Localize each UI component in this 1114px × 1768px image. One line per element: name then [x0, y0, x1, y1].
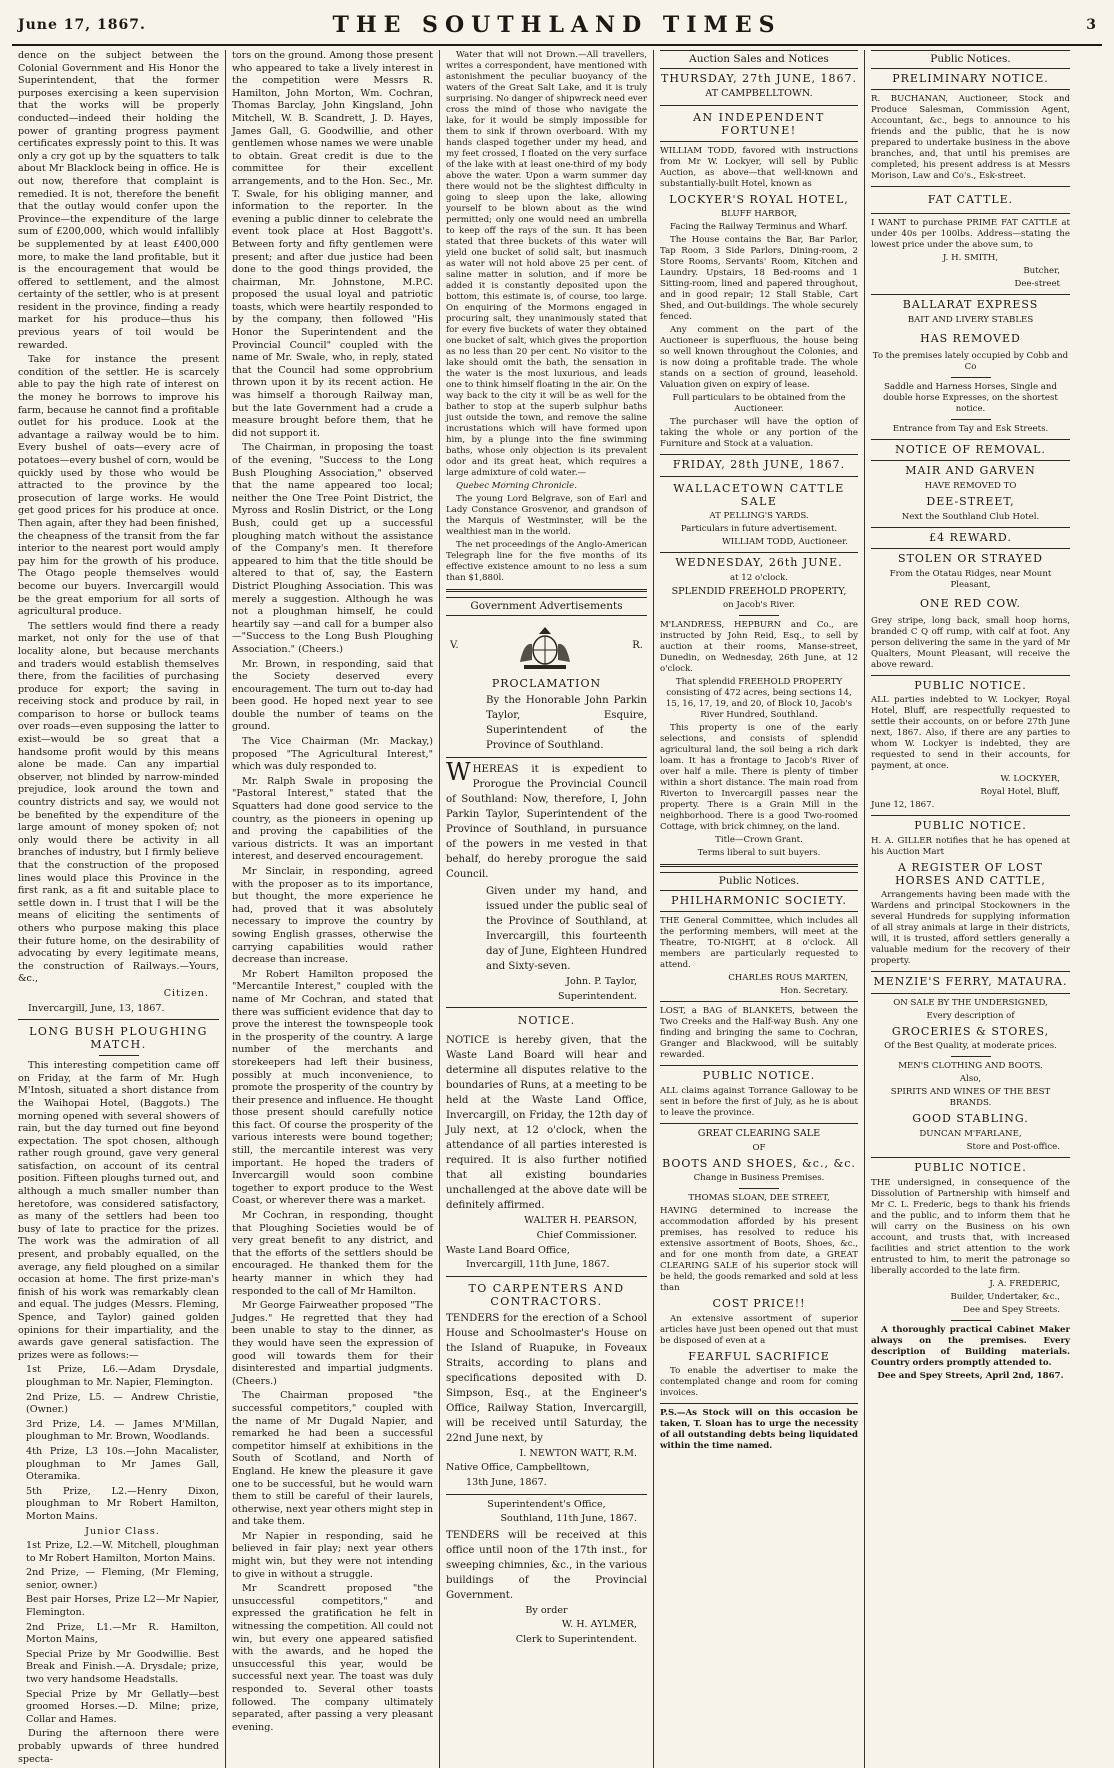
- clearing-change: Change in Business Premises.: [693, 1173, 825, 1184]
- freehold-title: Title—Crown Grant.: [715, 835, 803, 846]
- divider: [660, 552, 858, 553]
- article-paragraph: The Vice Chairman (Mr. Mackay,) proposed "The Agricultural Interest," which was duly responded to.: [232, 736, 433, 773]
- prize-item: 3rd Prize, L4. — James M'Millan, ploughman to Mr. Brown, Woodlands.: [26, 1418, 219, 1443]
- menzie-quality: Of the Best Quality, at moderate prices.: [884, 1041, 1057, 1052]
- column-4: [654, 50, 865, 1768]
- sloan-heading: THOMAS SLOAN, DEE STREET,: [688, 1193, 830, 1204]
- menzie-groceries: GROCERIES & STORES,: [891, 1024, 1050, 1038]
- auction-time: at 12 o'clock.: [730, 572, 788, 583]
- divider: [446, 1007, 647, 1008]
- stolen-from: From the Otatau Ridges, near Mount Pleasant,: [889, 568, 1052, 590]
- divider: [871, 1157, 1070, 1158]
- divider: [446, 1276, 647, 1277]
- article-paragraph: Mr Napier in responding, said he believed in fair play; next year others might win, but they were not intending to give in without a struggle.: [232, 1530, 433, 1580]
- carpenters-office: Native Office, Campbelltown,: [446, 1462, 590, 1474]
- junior-class-heading: Junior Class.: [85, 1525, 160, 1537]
- removal-have: HAVE REMOVED TO: [924, 480, 1017, 491]
- notice-body: NOTICE is hereby given, that the Waste Land Board will hear and determine all disputes relative to the boundaries of Runs, at a meeting to be held at the Waste Land Office, Invercargill, on Friday, the 12th day of July next, at 12 o'clock, when the attendance of all parties interested is required. It is also further notified that all existing boundaries unchallenged at the above date will be definitely affirmed.: [446, 1035, 647, 1212]
- stolen-heading: STOLEN OR STRAYED: [898, 552, 1043, 566]
- divider: [660, 864, 858, 867]
- giller-register: A REGISTER OF LOST HORSES AND CATTLE,: [895, 860, 1046, 887]
- auction-date: THURSDAY, 27th JUNE, 1867.: [661, 71, 857, 85]
- cattle-signature: WILLIAM TODD, Auctioneer.: [721, 536, 848, 547]
- lockyer-signature: W. LOCKYER,: [1000, 774, 1060, 785]
- prize-item: Special Prize by Mr Goodwillie. Best Break and Finish.—A. Drysdale; prize, two very handsome Headstalls.: [26, 1648, 219, 1686]
- giller-more: Arrangements having been made with the Wardens and principal Stockowners in the several Hundreds for supplying information of all stray animals at large in their districts, will, it is trusted, afford settlers generally a valuable medium for the recovery of their property.: [871, 890, 1070, 967]
- ballarat-removed: HAS REMOVED: [920, 331, 1021, 345]
- prize-item: 1st Prize, L6.—Adam Drysdale, ploughman to Mr. Napier, Flemington.: [26, 1364, 219, 1388]
- divider: [660, 476, 858, 477]
- removal-next: Next the Southland Club Hotel.: [901, 511, 1040, 522]
- divider: [660, 454, 858, 455]
- sweeping-body: TENDERS will be received at this office until noon of the 17th inst., for sweeping chimnies, &c., in the various buildings of the Provincial Government.: [446, 1529, 647, 1601]
- menzie-spirits: SPIRITS AND WINES OF THE BEST BRANDS.: [890, 1087, 1051, 1109]
- hotel-place: BLUFF HARBOR,: [720, 209, 798, 220]
- philharmonic-heading: PHILHARMONIC SOCIETY.: [671, 893, 847, 907]
- divider: [871, 89, 1070, 90]
- frederic-date: Dee and Spey Streets, April 2nd, 1867.: [877, 1370, 1064, 1381]
- article-paragraph: Take for instance the present condition of the settler. He is scarcely able to pay the high rate of interest on the money he borrows to improve his farm, because he cannot find a profitable outlet for his produce. Look at the advantage a railway would be to him. Every bushel of oats—every acre of potatoes—every bushel of corn, would be quickly used by those who would be attracted to the province by the prosecution of large works. He would get good prices for his produce at once. Then again, after they had been finished, the cheapness of the transit from the far interior to the nearest port would amply pay him for the growth of his produce. The Otago people themselves would become our buyers. Invercargill would be the great emporium for all sorts of agricultural produce.: [18, 354, 220, 618]
- menzie-sale: ON SALE BY THE UNDERSIGNED,: [893, 997, 1048, 1008]
- proclamation-title: Superintendent.: [557, 990, 637, 1002]
- divider: [871, 548, 1070, 549]
- notice-title: Chief Commissioner.: [536, 1229, 637, 1241]
- stolen-body: Grey stripe, long back, small hoop horns, branded C Q off rump, with calf at foot. Any person delivering the same in the yard of Mr Qualters, Mount Pleasant, will receive the above reward.: [871, 615, 1070, 670]
- auction-date: WEDNESDAY, 26th JUNE.: [675, 555, 843, 569]
- carpenters-date: 13th June, 1867.: [466, 1476, 547, 1488]
- sloan-postscript: P.S.—As Stock will on this occasion be taken, T. Sloan has to urge the necessity of all outstanding debts being liquidated within the time named.: [660, 1408, 858, 1452]
- carpenters-heading: TO CARPENTERS AND CONTRACTORS.: [468, 1281, 625, 1308]
- hotel-comment: Any comment on the part of the Auctioneer is superfluous, the house being so well known throughout the Colonies, and is now doing a profitable trade. The whole stands on a section of ground, leasehold. Valuation given on expiry of lease.: [660, 325, 858, 391]
- removal-heading: NOTICE OF REMOVAL.: [895, 442, 1046, 456]
- removal-name: MAIR AND GARVEN: [905, 464, 1036, 478]
- column-1: [12, 50, 226, 1768]
- giller-body: H. A. GILLER notifies that he has opened at his Auction Mart: [871, 835, 1070, 857]
- divider: [446, 757, 647, 758]
- menzie-also: Also,: [959, 1074, 982, 1085]
- menzie-clothing: MEN'S CLOTHING AND BOOTS.: [898, 1061, 1043, 1072]
- cattle-place: AT PELLING'S YARDS.: [709, 510, 809, 521]
- column-2: [226, 50, 440, 1768]
- article-paragraph: Mr George Fairweather proposed "The Judges." He regretted that they had been unable to stay to the dinner, as they would have seen the expression of good will towards them for their disinterested and impartial judgments. (Cheers.): [232, 1300, 433, 1387]
- proclamation-by: By the Honorable John Parkin Taylor, Esquire, Superintendent of the Province of Southland.: [486, 695, 647, 752]
- article-paragraph: The Chairman proposed "the successful competitors," coupled with the name of Mr Dugald Napier, and remarked he had been a successful competitor himself at exhibitions in the South of Scotland, and North of England. He knew the pleasure it gave one to be successful, but he would warn them to still be careful of their laurels, otherwise, next year others might step in and take them.: [232, 1390, 434, 1528]
- notice-signature: WALTER H. PEARSON,: [524, 1215, 637, 1227]
- divider: [446, 1494, 647, 1495]
- divider: [871, 971, 1070, 972]
- ballarat-body: To the premises lately occupied by Cobb and Co: [872, 350, 1069, 372]
- article-paragraph: Water that will not Drown.—All travellers, writes a correspondent, have mentioned with astonishment the peculiar buoyancy of the waters of the Great Salt Lake, and it is truly surprising. No danger of shipwreck need ever cross the mind of those who navigate the lake, for it would be simply impossible for them to sink if thrown overboard. With my hands clasped together under my head, and my feet crossed, I floated on the very surface of the lake with at least one-third of my body above the water. Upon a warm summer day there would not be the slightest difficulty in going to sleep upon the lake, allowing yourself to be blown about as the wind permitted; only one would need an umbrella to keep off the rays of the sun. It has been stated that three buckets of this water will yield one bucket of solid salt, but inasmuch as water will not hold above 25 per cent. of saline matter in solution, and if more be added it is constantly deposited upon the bottom, this estimate is, of course, too large. On enquiring of the Mormons engaged in procuring salt, they unanimously stated that for every five buckets of water they obtained one bucket of salt, which gives the proportion as no less than 20 per cent. No visitor to the lake should omit the bath, the sensation in the water is the most luxurious, and leads one to think himself floating in the air. On the way back to the city it will be as well for the bather to stop at the superb sulphur baths just outside the town, and remove the saline incrustations which will have formed upon him, by a plunge into the fine swimming baths, whose only objection is its prevalent odor and its great heat, which requires a large admixture of cold water.—: [446, 50, 647, 478]
- lockyer-title: Royal Hotel, Bluff,: [980, 787, 1060, 798]
- article-paragraph: Mr. Brown, in responding, said that the Society deserved every encouragement. The turn out to-day had been good. He hoped next year to see double the number of teams on the ground.: [232, 658, 433, 733]
- freehold-body: M'LANDRESS, HEPBURN and Co., are instructed by John Reid, Esq., to sell by auction at their rooms, Manse-street, Dunedin, on Wednesday, 26th June, at 12 o'clock.: [660, 620, 858, 675]
- page-number: 3: [1086, 17, 1096, 33]
- menzie-signature: DUNCAN M'FARLANE,: [919, 1128, 1022, 1139]
- freehold-place: on Jacob's River.: [722, 600, 796, 611]
- proclamation-given: Given under my hand, and issued under the public seal of the Province of Southland, at Invercargill, this fourteenth day of June, Eighteen Hundred and Sixty-seven.: [486, 886, 647, 973]
- ballarat-heading: BALLARAT EXPRESS: [902, 298, 1039, 312]
- divider: [951, 1320, 991, 1321]
- giller-heading: PUBLIC NOTICE.: [914, 819, 1027, 833]
- hotel-name: LOCKYER'S ROYAL HOTEL,: [669, 192, 849, 206]
- royal-arms-icon: [510, 622, 580, 672]
- frederic-title: Builder, Undertaker, &c.,: [950, 1291, 1060, 1302]
- clearing-items: BOOTS AND SHOES, &c., &c.: [662, 1156, 856, 1170]
- prize-item: 2nd Prize, L1.—Mr R. Hamilton, Morton Mains,: [26, 1621, 219, 1646]
- ballarat-subheading: BAIT AND LIVERY STABLES: [907, 314, 1034, 325]
- fat-cattle-place: Dee-street: [1014, 279, 1060, 290]
- divider: [660, 105, 858, 106]
- divider: [871, 675, 1070, 676]
- fat-cattle-body: I WANT to purchase PRIME FAT CATTLE at under 40s per 100lbs. Address—stating the lowest price under the above sum, to: [871, 218, 1070, 251]
- proclamation-heading: PROCLAMATION: [491, 676, 602, 690]
- article-paragraph: The settlers would find there a ready market, not only for the use of that locality alone, but because merchants and traders would establish themselves there, from the facilities of purchasing produce for export; the saving in receiving stock and produce by rail, in comparison to horse or bullock teams over roads—even supposing the latter to exist—would be so great that a handsome profit would by this means alone be made. Can any impartial observer, not blinded by narrow-minded prejudice, look around the town and country districts and say, we would not be benefited by the expenditure of the large amount of money spoken of; not only would there be activity in all branches of industry, but I firmly believe that the construction of the proposed lines would place this Province in the first rank, as a fit and suitable place to settle down in. I trust that I will be the means of eliciting the sentiments of others who purpose making this place their future home, on the desirability of advocating by every legitimate means, the construction of Railways.—Yours, &c.,: [18, 620, 219, 985]
- divider: [871, 527, 1070, 528]
- divider: [951, 419, 991, 420]
- freehold-more: This property is one of the early selections, and consists of splendid agricultural land, the soil being a rich dark loam. It has a frontage to Jacob's River of over half a mile. There is plenty of timber within a short distance. The main road from Riverton to Invercargill passes near the property. There is a Grain Mill in the neighborhood. There is a good Two-roomed Cottage, with brick chimney, on the land.: [660, 723, 858, 833]
- divider: [660, 141, 858, 142]
- article-heading: LONG BUSH PLOUGHING MATCH.: [29, 1025, 208, 1052]
- prize-item: Special Prize by Mr Gellatly—best groomed Horses.—D. Milne; prize, Collar and Hames.: [26, 1688, 219, 1725]
- divider: [446, 589, 647, 592]
- hotel-description: The House contains the Bar, Bar Parlor, Tap Room, 3 Side Parlors, Dining-room, 2 Store Rooms, Servants' Room, Kitchen and Laundry. Upstairs, 18 Bed-rooms and 1 Sitting-room, lined and papered throughout, and in good repair; 12 Stall Stable, Cart Shed, and Out-buildings. The whole securely fenced.: [660, 235, 858, 323]
- superintendent-office: Superintendent's Office,: [487, 1498, 606, 1510]
- crest-letter-v: V.: [450, 640, 459, 652]
- article-paragraph: The young Lord Belgrave, son of Earl and Lady Constance Grosvenor, and grandson of the Marquis of Westminster, will be the wealthiest man in the world.: [446, 494, 647, 537]
- superintendent-date: Southland, 11th June, 1867.: [500, 1513, 637, 1525]
- cattle-particulars: Particulars in future advertisement.: [680, 523, 838, 534]
- notice-heading: NOTICE.: [517, 1014, 576, 1028]
- article-paragraph: tors on the ground. Among those present who appeared to take a lively interest in the competition were Messrs R. Hamilton, John Morton, Wm. Cochran, Thomas Barclay, John Kingsland, John Mitchell, W. B. Scandrett, J. D. Hayes, James Gall, G. Goodwillie, and other gentlemen whose names we were unable to obtain. Great credit is due to the committee for their excellent arrangements, and to the Hon. Sec., Mr. T. Swale, for his obliging manner, and information to the reporter. In the evening a public dinner to celebrate the event took place at Host Baggott's. Between forty and fifty gentlemen were present; and after due justice had been done to the good things provided, the chairman, Mr. Johnstone, M.P.C. proposed the usual loyal and patriotic toasts, which were heartily responded to by the company, then followed "His Honor the Superintendent and the Provincial Council" coupled with the name of Mr. Swale, who, in reply, stated that the Council had some opprobrium thrown upon it by its recent action. He was himself a thorough Railway man, but the late Government had a crude a measure brought before them, that he did not support it.: [232, 50, 433, 439]
- section-heading: Public Notices.: [871, 50, 1070, 69]
- fortune-heading: AN INDEPENDENT FORTUNE!: [693, 110, 825, 137]
- frederic-heading: PUBLIC NOTICE.: [914, 1160, 1027, 1174]
- hotel-particulars: Full particulars to be obtained from the Auctioneer.: [672, 393, 846, 415]
- public-notice-heading: PUBLIC NOTICE.: [702, 1069, 816, 1083]
- crest-letter-r: R.: [632, 640, 643, 652]
- article-paragraph: The Chairman, in proposing the toast of the evening, "Success to the Long Bush Ploughing Association," observed that the name appeared too local; neither the One Tree Point District, the Myross and Roslin District, or the Long Bush, could get up a successful ploughing match without the assistance of the Company's men. It therefore appeared to him that the title should be altered to that of, say, the Eastern District Ploughing Association. This was merely a suggestion. Although he was not a ploughman himself, he could heartily say —and call for a bumper also—"Success to the Long Bush Ploughing Association." (Cheers.): [232, 442, 433, 655]
- fat-cattle-signature: J. H. SMITH,: [942, 253, 999, 264]
- divider: [99, 1055, 139, 1056]
- freehold-terms: Terms liberal to suit buyers.: [697, 848, 821, 859]
- frederic-body: THE undersigned, in consequence of the Dissolution of Partnership with himself and Mr C. L. Frederic, begs to thank his friends and the public, and to inform them that he will carry on the Business on his own account, and trusts that, with increased facilities and strict attention to the work entrusted to him, to merit the patronage so liberally accorded to the late firm.: [871, 1177, 1070, 1276]
- hotel-facing: Facing the Railway Terminus and Wharf.: [670, 222, 848, 233]
- letter-dateline: Invercargill, June, 13, 1867.: [28, 1002, 165, 1014]
- section-heading: Public Notices.: [660, 872, 858, 891]
- fat-cattle-heading: FAT CATTLE.: [927, 193, 1014, 207]
- freehold-description: That splendid FREEHOLD PROPERTY consisting of 472 acres, being sections 14, 15, 16, 17, 19, and 20, of Block 10, Jacob's River Hundred, Southland.: [665, 677, 853, 721]
- preliminary-body: R. BUCHANAN, Auctioneer, Stock and Produce Salesman, Commission Agent, Accountant, &c., begs to announce to his friends and the public, that he is now prepared to undertake business in the above branches, and, that until his premises are completed, his present address is at Messrs Morison, Law and Co's., Esk-street.: [871, 94, 1070, 182]
- divider: [871, 294, 1070, 295]
- royal-crest: [450, 622, 643, 672]
- frederic-place: Dee and Spey Streets.: [963, 1304, 1060, 1315]
- column-5: [865, 50, 1076, 1768]
- proclamation-body: WHEREAS it is expedient to Prorogue the Provincial Council of Southland: Now, therefore, I, John Parkin Taylor, Superintendent of the Province of Southland, in pursuance of the powers in me vested in that behalf, do hereby prorogue the said Council.: [446, 758, 647, 881]
- carpenters-body: TENDERS for the erection of a School House and Schoolmaster's House on the Island of Ruapuke, in Foveaux Straits, according to plans and specifications deposited with D. Simpson, Esq., at the Engineer's Office, Railway Station, Invercargill, will be received until Saturday, the 22nd June next, by: [446, 1312, 647, 1444]
- issue-date: June 17, 1867.: [18, 17, 146, 33]
- section-heading: Government Advertisements: [446, 597, 647, 616]
- ballarat-more: Saddle and Harness Horses, Single and double horse Expresses, on the shortest notice.: [883, 381, 1058, 414]
- philharmonic-signature: CHARLES ROUS MARTEN,: [728, 973, 848, 984]
- frederic-more: A thoroughly practical Cabinet Maker always on the premises. Every description of Building materials. Country orders promptly attended to.: [871, 1324, 1070, 1368]
- prize-item: 5th Prize, L2.—Henry Dixon, ploughman to Mr Robert Hamilton, Morton Mains.: [26, 1485, 219, 1522]
- divider: [871, 186, 1070, 187]
- fat-cattle-title: Butcher,: [1023, 266, 1060, 277]
- menzie-every: Every description of: [926, 1010, 1015, 1021]
- menzie-title: Store and Post-office.: [966, 1141, 1060, 1152]
- article-paragraph: Mr Cochran, in responding, thought that Ploughing Societies would be of very great benefit to any district, and that the efforts of the settlers should be encouraged. He thanked them for the hearty manner in which they had responded to the call of Mr Hamilton.: [232, 1210, 433, 1297]
- divider: [660, 1065, 858, 1066]
- column-3: [440, 50, 654, 1768]
- divider: [871, 815, 1070, 816]
- carpenters-signature: I. NEWTON WATT, R.M.: [519, 1447, 637, 1459]
- prize-list: [18, 1364, 219, 1726]
- columns: [12, 50, 1102, 1765]
- notice-date: Invercargill, 11th June, 1867.: [466, 1259, 610, 1271]
- auction-date: FRIDAY, 28th JUNE, 1867.: [672, 458, 846, 472]
- cattle-heading: WALLACETOWN CATTLE SALE: [673, 481, 845, 508]
- article-paragraph: Mr. Ralph Swale in proposing the "Pastoral Interest," stated that the Squatters had done good service to the country, as the pioneers in opening up and proving the capabilities of the various districts. It was an important interest, and deserved encouragement.: [232, 775, 433, 863]
- fortune-body: WILLIAM TODD, favored with instructions from Mr W. Lockyer, will sell by Public Auction, as above—that well-known and substantially-built Hotel, known as: [660, 145, 858, 189]
- lockyer-body: ALL parties indebted to W. Lockyer, Royal Hotel, Bluff, are respectfully requested to settle their accounts, on or before 27th June next, 1867. Also, if there are any parties to whom W. Lockyer is indebted, they are requested to send in their accounts, for payment, at once.: [871, 695, 1070, 772]
- article-paragraph: Mr Robert Hamilton proposed the "Mercantile Interest," coupled with the name of Mr Cochran, and stated that there was sufficient evidence that day to prove the interest the townspeople took in the prosperity of the country. A large number of the merchants and storekeepers had left their business, possibly at much inconvenience, to promote the prosperity of the country by their presence and influence. He thought those present should carefully notice this fact. Of course the prosperity of the various interests were bound together; still, the mercantile interest was very important. He hoped the traders of Invercargill would soon combine together to export produce to the West Coast, or wherever there was a market.: [232, 968, 433, 1207]
- preliminary-heading: PRELIMINARY NOTICE.: [892, 71, 1049, 85]
- divider: [871, 439, 1070, 440]
- divider: [871, 993, 1070, 994]
- lost-blankets-body: LOST, a BAG of BLANKETS, between the Two Creeks and the Half-way Bush. Any one finding and bringing the same to Cochran, Granger and Blackwood, will be suitably rewarded.: [660, 1006, 858, 1061]
- removal-street: DEE-STREET,: [926, 494, 1015, 508]
- notice-office: Waste Land Board Office,: [446, 1244, 570, 1256]
- article-paragraph: Mr Sinclair, in responding, agreed with the proposer as to its importance, but thought, the more experience he had, proved that it was absolutely necessary to improve the country by sowing English grasses, otherwise the carrying capabilities would rather decrease than increase.: [232, 866, 433, 966]
- article-paragraph: This interesting competition came off on Friday, at the farm of Mr. Hugh M'Intosh, situated a short distance from the Waihopai Hotel, (Baggots.) The morning opened with several showers of rain, but the day turned out fine beyond expectation. The spot chosen, although rather rough ground, gave very general satisfaction, on account of its central position. Fifteen ploughs turned out, and although a much smaller number than heretofore, was considered satisfactory, as many of the settlers had been too busy of late to practice for the prizes. The work was the admiration of all present, and probably equalled, on the average, any field ploughed on a similar occasion at home. The first prize-man's finish of his work was remarkably clean and equal. The judges (Messrs. Fleming, Spence, and Taylor) gained golden opinions for their impartiality, and the awards gave general satisfaction. The prizes were as follows:—: [18, 1060, 219, 1361]
- sweeping-signature: W. H. AYLMER,: [561, 1619, 637, 1631]
- reward-heading: £4 REWARD.: [929, 530, 1012, 544]
- divider: [739, 615, 779, 616]
- menzie-heading: MENZIE'S FERRY, MATAURA.: [873, 975, 1068, 989]
- public-notice-body: ALL claims against Torrance Galloway to be sent in before the first of July, as he is about to leave the province.: [660, 1085, 858, 1118]
- divider: [951, 377, 991, 378]
- proclamation-signature: John. P. Taylor,: [566, 976, 637, 988]
- sweeping-by-order: By order: [525, 1604, 568, 1616]
- divider: [660, 1403, 858, 1404]
- sloan-more: An extensive assortment of superior articles have just been opened out that must be disposed of even at a: [660, 1313, 858, 1346]
- divider: [660, 911, 858, 912]
- philharmonic-title: Hon. Secretary.: [780, 986, 848, 997]
- article-paragraph: The net proceedings of the Anglo-American Telegraph line for the five months of its effective existence amount to no less a sum than $1,880l.: [446, 540, 647, 583]
- article-source: Quebec Morning Chronicle.: [456, 481, 577, 491]
- divider: [739, 1188, 779, 1189]
- lockyer-heading: PUBLIC NOTICE.: [914, 678, 1027, 692]
- philharmonic-body: THE General Committee, which includes all the performing members, will meet at the Theatre, TO-NIGHT, at 8 o'clock. All members are particularly requested to attend.: [660, 916, 858, 971]
- letter-signature: Citizen.: [163, 987, 209, 999]
- divider: [660, 1123, 858, 1124]
- clearing-of: OF: [752, 1142, 766, 1153]
- sloan-body: HAVING determined to increase the accommodation afforded by his present premises, has resolved to reduce his extensive assortment of Boots, Shoes, &c., and for one month from date, a GREAT CLEARING SALE of his superior stock will be held, the goods remarked and sold at less than: [660, 1206, 858, 1294]
- article-paragraph: Mr Scandrett proposed "the unsuccessful competitors," and expressed the gratification he felt in witnessing the competition. All could not win, but every one appeared satisfied with the awards, and he hoped the unsuccessful this year, would be successful next year. The toast was duly responded to. Several other toasts followed. The company ultimately separated, after passing a very pleasant evening.: [232, 1583, 433, 1733]
- freehold-heading: SPLENDID FREEHOLD PROPERTY,: [671, 585, 847, 597]
- sloan-sacrifice: FEARFUL SACRIFICE: [688, 1349, 830, 1363]
- divider: [951, 1056, 991, 1057]
- ballarat-entrance: Entrance from Tay and Esk Streets.: [892, 423, 1049, 434]
- article-paragraph: During the afternoon there were probably upwards of three hundred specta-: [18, 1728, 219, 1765]
- divider: [660, 1001, 858, 1002]
- divider: [871, 213, 1070, 214]
- divider: [871, 460, 1070, 461]
- masthead: [12, 6, 1102, 46]
- section-heading: Auction Sales and Notices: [660, 50, 858, 69]
- divider: [18, 1019, 219, 1020]
- prize-item: Best pair Horses, Prize L2—Mr Napier, Flemington.: [26, 1594, 219, 1619]
- prize-item: 2nd Prize, — Fleming, (Mr Fleming, senior, owner.): [26, 1567, 219, 1591]
- article-paragraph: dence on the subject between the Colonial Government and His Honor the Superintendent, that the former purposes exercising a keen supervision that the works will be properly conducted—indeed their holding the power of granting progress payment certificates expressly point to this. It was only a cry got up by the squatters to talk about Mr Blacklock being in office. He is out now, therefore that complaint is remedied. It is not, therefore the benefit that the outlay would confer upon the Province—the expenditure of the large sum of £200,000, which would infallibly be supplemented by at least £400,000 more, to make the land profitable, but it is the encouragement that would be offered to settlement, and the almost certainty of the settler, who is at present resident in the province, finding a ready market for his produce—thus his previous years of toil would be rewarded.: [18, 50, 219, 351]
- prize-item: 1st Prize, L2.—W. Mitchell, ploughman to Mr Robert Hamilton, Morton Mains.: [26, 1540, 219, 1564]
- clearing-heading: GREAT CLEARING SALE: [697, 1127, 821, 1139]
- frederic-signature: J. A. FREDERIC,: [989, 1278, 1060, 1289]
- menzie-stabling: GOOD STABLING.: [912, 1112, 1029, 1126]
- lockyer-date: June 12, 1867.: [871, 800, 935, 811]
- prize-item: 2nd Prize, L5. — Andrew Christie, (Owner.): [26, 1391, 219, 1416]
- sweeping-title: Clerk to Superintendent.: [515, 1633, 637, 1645]
- stolen-cow: ONE RED COW.: [919, 596, 1022, 610]
- sloan-cost-price: COST PRICE!!: [712, 1297, 806, 1311]
- hotel-purchaser: The purchaser will have the option of taking the whole or any portion of the Furniture and Stock at a valuation.: [660, 417, 858, 450]
- sloan-enable: To enable the advertiser to make the contemplated change and room for coming invoices.: [660, 1366, 858, 1399]
- newspaper-title: THE SOUTHLAND TIMES: [332, 12, 782, 38]
- auction-place: AT CAMPBELLTOWN.: [705, 88, 813, 100]
- prize-item: 4th Prize, L3 10s.—John Macalister, ploughman to Mr James Gall, Oteramika.: [26, 1445, 219, 1483]
